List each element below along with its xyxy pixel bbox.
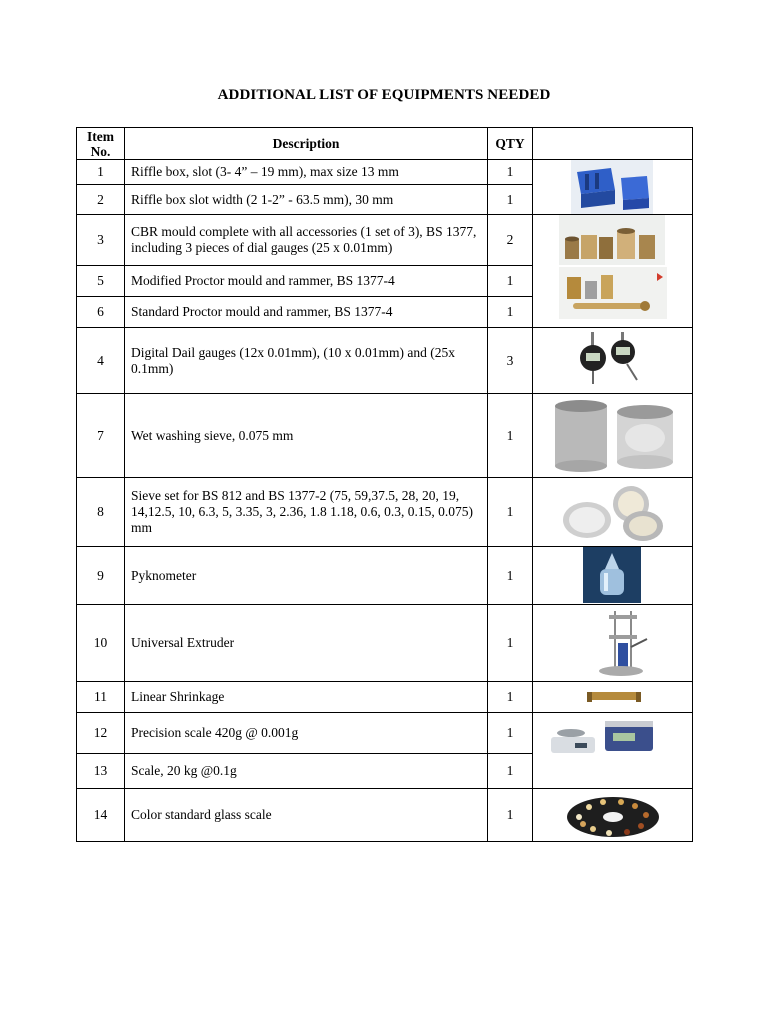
item-description: Sieve set for BS 812 and BS 1377-2 (75, 59,37.5, 28, 20, 19, 14,12.5, 10, 6.3, 5, 3.35, 3, 2.36, 1.8 1.18, 0.6, 0.3, 0.15, 0.075) mm (125, 478, 488, 547)
item-description: Digital Dail gauges (12x 0.01mm), (10 x 0.01mm) and (25x 0.1mm) (125, 328, 488, 394)
table-row (77, 394, 693, 478)
table-header-row (77, 128, 693, 160)
table-row (77, 547, 693, 605)
item-description: Color standard glass scale (125, 789, 488, 842)
item-description: CBR mould complete with all accessories (1 set of 3), BS 1377, including 3 pieces of dial gauges (25 x 0.01mm) (125, 215, 488, 266)
item-description: Precision scale 420g @ 0.001g (125, 713, 488, 754)
item-description: Pyknometer (125, 547, 488, 605)
item-image-cell (533, 789, 693, 842)
item-qty: 1 (488, 266, 533, 297)
item-number: 1 (77, 160, 125, 185)
color-scale-image (563, 791, 663, 839)
header-qty: QTY (488, 128, 533, 160)
page-title: ADDITIONAL LIST OF EQUIPMENTS NEEDED (217, 87, 551, 103)
item-description: Standard Proctor mould and rammer, BS 1377-4 (125, 297, 488, 328)
item-image-cell (533, 215, 693, 328)
table-row (77, 328, 693, 394)
item-qty: 1 (488, 394, 533, 478)
item-description: Scale, 20 kg @0.1g (125, 754, 488, 789)
item-number: 11 (77, 682, 125, 713)
dial-gauge-image (577, 330, 647, 388)
item-number: 8 (77, 478, 125, 547)
washing-sieve-image (547, 398, 683, 474)
pyknometer-image (583, 547, 641, 603)
equipment-table (76, 127, 693, 842)
item-image-cell (533, 605, 693, 682)
item-image-cell (533, 394, 693, 478)
item-number: 5 (77, 266, 125, 297)
item-description: Universal Extruder (125, 605, 488, 682)
table-row (77, 160, 693, 185)
item-description: Riffle box, slot (3- 4” – 19 mm), max size 13 mm (125, 160, 488, 185)
item-qty: 2 (488, 215, 533, 266)
item-image-cell (533, 328, 693, 394)
item-description: Riffle box slot width (2 1-2” - 63.5 mm), 30 mm (125, 185, 488, 215)
item-number: 6 (77, 297, 125, 328)
table-row (77, 789, 693, 842)
extruder-image (591, 607, 651, 679)
item-qty: 1 (488, 789, 533, 842)
item-image-cell (533, 547, 693, 605)
item-description: Wet washing sieve, 0.075 mm (125, 394, 488, 478)
item-image-cell (533, 478, 693, 547)
sieve-set-image (559, 480, 667, 544)
item-image-cell (533, 682, 693, 713)
item-image-cell (533, 713, 693, 789)
item-number: 10 (77, 605, 125, 682)
item-qty: 1 (488, 547, 533, 605)
item-qty: 3 (488, 328, 533, 394)
table-row (77, 478, 693, 547)
item-qty: 1 (488, 160, 533, 185)
item-number: 3 (77, 215, 125, 266)
header-image (533, 128, 693, 160)
proctor-mould-image (559, 267, 667, 319)
table-row (77, 713, 693, 754)
item-number: 14 (77, 789, 125, 842)
item-number: 12 (77, 713, 125, 754)
item-qty: 1 (488, 185, 533, 215)
table-row (77, 215, 693, 266)
item-qty: 1 (488, 713, 533, 754)
shrinkage-mould-image (583, 686, 645, 708)
header-description: Description (125, 128, 488, 160)
item-number: 7 (77, 394, 125, 478)
item-number: 2 (77, 185, 125, 215)
item-qty: 1 (488, 605, 533, 682)
item-qty: 1 (488, 682, 533, 713)
item-image-cell (533, 160, 693, 215)
item-number: 9 (77, 547, 125, 605)
cbr-mould-image (559, 215, 665, 265)
table-row (77, 605, 693, 682)
item-description: Modified Proctor mould and rammer, BS 1377-4 (125, 266, 488, 297)
item-description: Linear Shrinkage (125, 682, 488, 713)
item-number: 13 (77, 754, 125, 789)
table-row (77, 682, 693, 713)
header-item-no: Item No. (77, 128, 125, 160)
item-qty: 1 (488, 754, 533, 789)
precision-scale-image (547, 715, 659, 759)
item-number: 4 (77, 328, 125, 394)
riffle-box-image (571, 160, 653, 214)
item-qty: 1 (488, 478, 533, 547)
item-qty: 1 (488, 297, 533, 328)
